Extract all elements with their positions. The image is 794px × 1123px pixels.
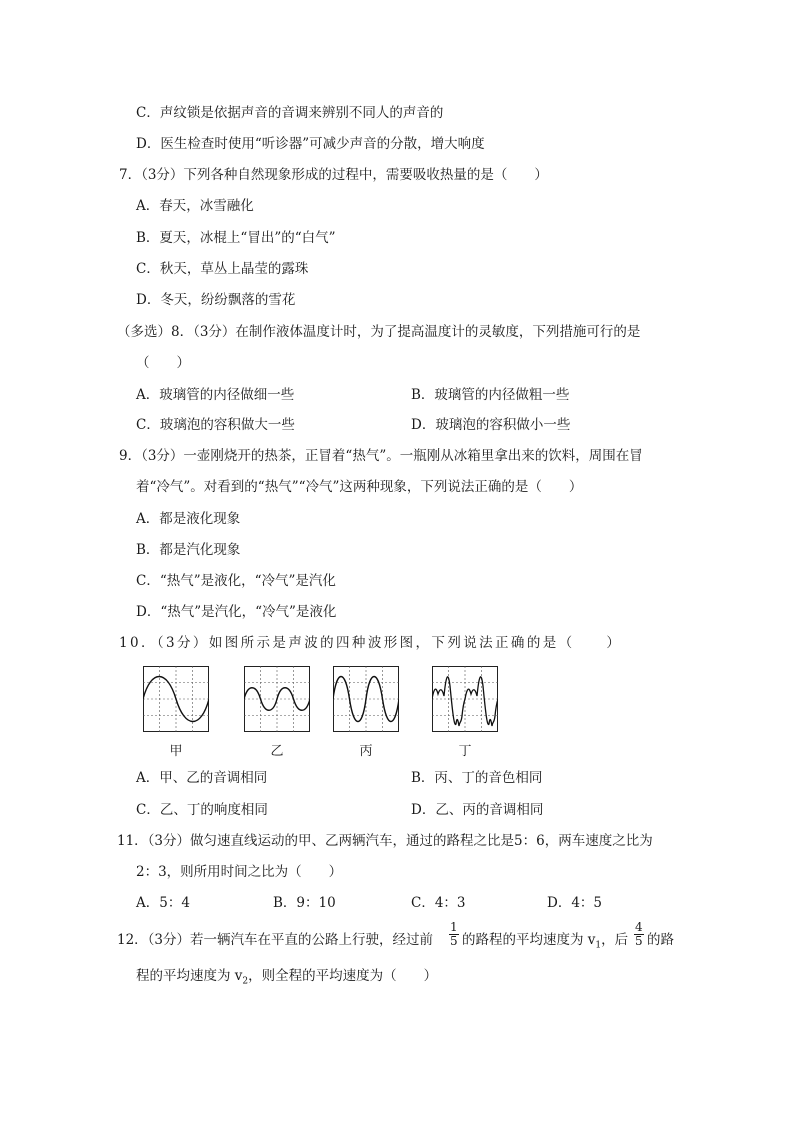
q11-option-c: C．4：3 [411, 895, 466, 911]
fraction-numerator: 1 [450, 920, 458, 934]
q8-option-b: B．玻璃管的内径做粗一些 [411, 387, 570, 403]
q11-option-a: A．5：4 [136, 895, 190, 911]
q10-stem: 10．（3分）如图所示是声波的四种波形图，下列说法正确的是（ ） [119, 635, 623, 651]
fraction-numerator: 4 [635, 920, 643, 934]
q12-fraction-four-fifths [634, 921, 644, 948]
q7-option-d: D．冬天，纷纷飘落的雪花 [136, 292, 296, 308]
q12-stem-part2 [462, 931, 628, 955]
fraction-denominator: 5 [635, 934, 643, 948]
waveform-label-yi: 乙 [270, 744, 284, 759]
q12-stem-cont [136, 967, 437, 991]
q9-stem: 9．（3分）一壶刚烧开的热茶，正冒着“热气”。一瓶刚从冰箱里拿出来的饮料，周围在冒 [119, 448, 643, 464]
q12-stem-text-after: ，后 [601, 932, 629, 948]
q12-stem-part4: 的路 [647, 932, 674, 948]
waveform-label-bing: 丙 [359, 744, 373, 759]
waveform-yi [244, 666, 310, 732]
q11-stem: 11．（3分）做匀速直线运动的甲、乙两辆汽车，通过的路程之比是5：6，两车速度之比为 [117, 833, 653, 849]
q8-stem-cont: （ ） [136, 355, 190, 371]
q8-stem: （多选）8．（3分）在制作液体温度计时，为了提高温度计的灵敏度，下列措施可行的是 [117, 324, 641, 340]
q12-fraction-one-fifth [449, 921, 459, 948]
q10-option-b: B．丙、丁的音色相同 [411, 770, 543, 786]
waveform-label-jia: 甲 [169, 744, 183, 759]
q10-option-d: D．乙、丙的音调相同 [411, 802, 544, 818]
q9-option-a: A．都是液化现象 [136, 511, 241, 527]
q8-option-a: A．玻璃管的内径做细一些 [136, 387, 295, 403]
q12-stem-cont-text: 程的平均速度为 v [136, 968, 243, 984]
waveform-ding [432, 666, 498, 732]
waveform-label-ding: 丁 [458, 744, 472, 759]
q7-option-a: A．春天，冰雪融化 [136, 198, 254, 214]
q8-option-d: D．玻璃泡的容积做小一些 [411, 417, 571, 433]
q8-option-c: C．玻璃泡的容积做大一些 [136, 417, 295, 433]
q10-option-a: A．甲、乙的音调相同 [136, 770, 268, 786]
fraction-denominator: 5 [450, 934, 458, 948]
q7-option-b: B．夏天，冰棍上“冒出”的“白气” [136, 230, 336, 246]
q11-option-d: D．4：5 [547, 895, 603, 911]
q12-stem-text-v1: 的路程的平均速度为 v [462, 932, 596, 948]
waveform-bing [333, 666, 399, 732]
q12-stem-part1: 12．（3分）若一辆汽车在平直的公路上行驶，经过前 [117, 932, 434, 948]
q11-stem-cont: 2：3，则所用时间之比为（ ） [136, 864, 343, 880]
q9-option-b: B．都是汽化现象 [136, 542, 241, 558]
q9-option-c: C．“热气”是液化，“冷气”是汽化 [136, 573, 336, 589]
q11-option-b: B．9：10 [273, 895, 336, 911]
q6-option-c: C．声纹锁是依据声音的音调来辨别不同人的声音的 [136, 105, 444, 121]
q12-stem-cont-end: ，则全程的平均速度为（ ） [248, 968, 438, 984]
waveform-jia [143, 666, 209, 732]
subscript-2: 2 [242, 976, 249, 987]
q10-option-c: C．乙、丁的响度相同 [136, 802, 268, 818]
q9-option-d: D．“热气”是汽化，“冷气”是液化 [136, 604, 337, 620]
q9-stem-cont: 着“冷气”。对看到的“热气”“冷气”这两种现象，下列说法正确的是（ ） [136, 479, 583, 495]
q7-stem: 7．（3分）下列各种自然现象形成的过程中，需要吸收热量的是（ ） [119, 167, 548, 183]
q7-option-c: C．秋天，草丛上晶莹的露珠 [136, 261, 309, 277]
q6-option-d: D．医生检查时使用“听诊器”可减少声音的分散，增大响度 [136, 136, 485, 152]
subscript-1: 1 [595, 940, 602, 951]
